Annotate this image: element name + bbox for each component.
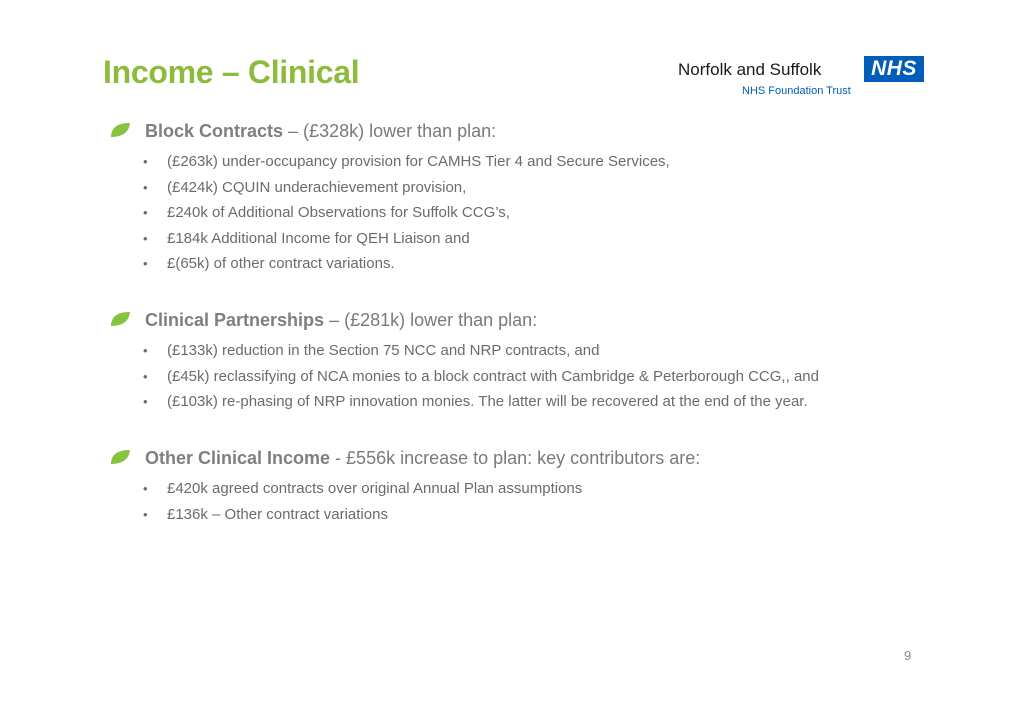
list-item: • (£424k) CQUIN underachievement provision, [139, 175, 989, 201]
section-heading-rest: - £556k increase to plan: key contributors are: [330, 448, 701, 468]
slide-title: Income – Clinical [103, 54, 360, 90]
leaf-bullet-icon [109, 311, 131, 327]
list-item: • (£263k) under-occupancy provision for CAMHS Tier 4 and Secure Services, [139, 149, 989, 175]
page-number: 9 [904, 648, 912, 663]
section-heading [109, 308, 989, 332]
section-clinical-partnerships [109, 308, 989, 415]
list-item: • £184k Additional Income for QEH Liaison and [139, 226, 989, 252]
list-item: • £136k – Other contract variations [139, 502, 989, 528]
leaf-bullet-icon [109, 449, 131, 465]
section-heading-rest: – (£328k) lower than plan: [283, 121, 497, 141]
leaf-bullet-icon [109, 122, 131, 138]
section-heading-rest: – (£281k) lower than plan: [324, 310, 538, 330]
logo-org-name: Norfolk and Suffolk [678, 60, 822, 79]
bullet-list [109, 149, 989, 277]
list-item: • (£103k) re-phasing of NRP innovation monies. The latter will be recovered at the end of the year. [139, 389, 989, 415]
section-heading [109, 446, 989, 470]
nhs-badge: NHS [864, 56, 924, 82]
section-heading-bold: Block Contracts [145, 121, 284, 141]
list-item: • £(65k) of other contract variations. [139, 251, 989, 277]
bullet-list [109, 338, 989, 415]
bullet-list [109, 476, 989, 527]
list-item: • £240k of Additional Observations for Suffolk CCG’s, [139, 200, 989, 226]
nhs-logo [678, 56, 924, 102]
section-block-contracts [109, 119, 989, 277]
logo-subtitle: NHS Foundation Trust [742, 85, 851, 97]
section-other-clinical-income [109, 446, 989, 527]
list-item: • (£133k) reduction in the Section 75 NCC and NRP contracts, and [139, 338, 989, 364]
section-heading-bold: Other Clinical Income [145, 448, 331, 468]
section-heading-bold: Clinical Partnerships [145, 310, 325, 330]
list-item: • £420k agreed contracts over original Annual Plan assumptions [139, 476, 989, 502]
list-item: • (£45k) reclassifying of NCA monies to a block contract with Cambridge & Peterborough CCG,, and [139, 364, 989, 390]
section-heading [109, 119, 989, 143]
